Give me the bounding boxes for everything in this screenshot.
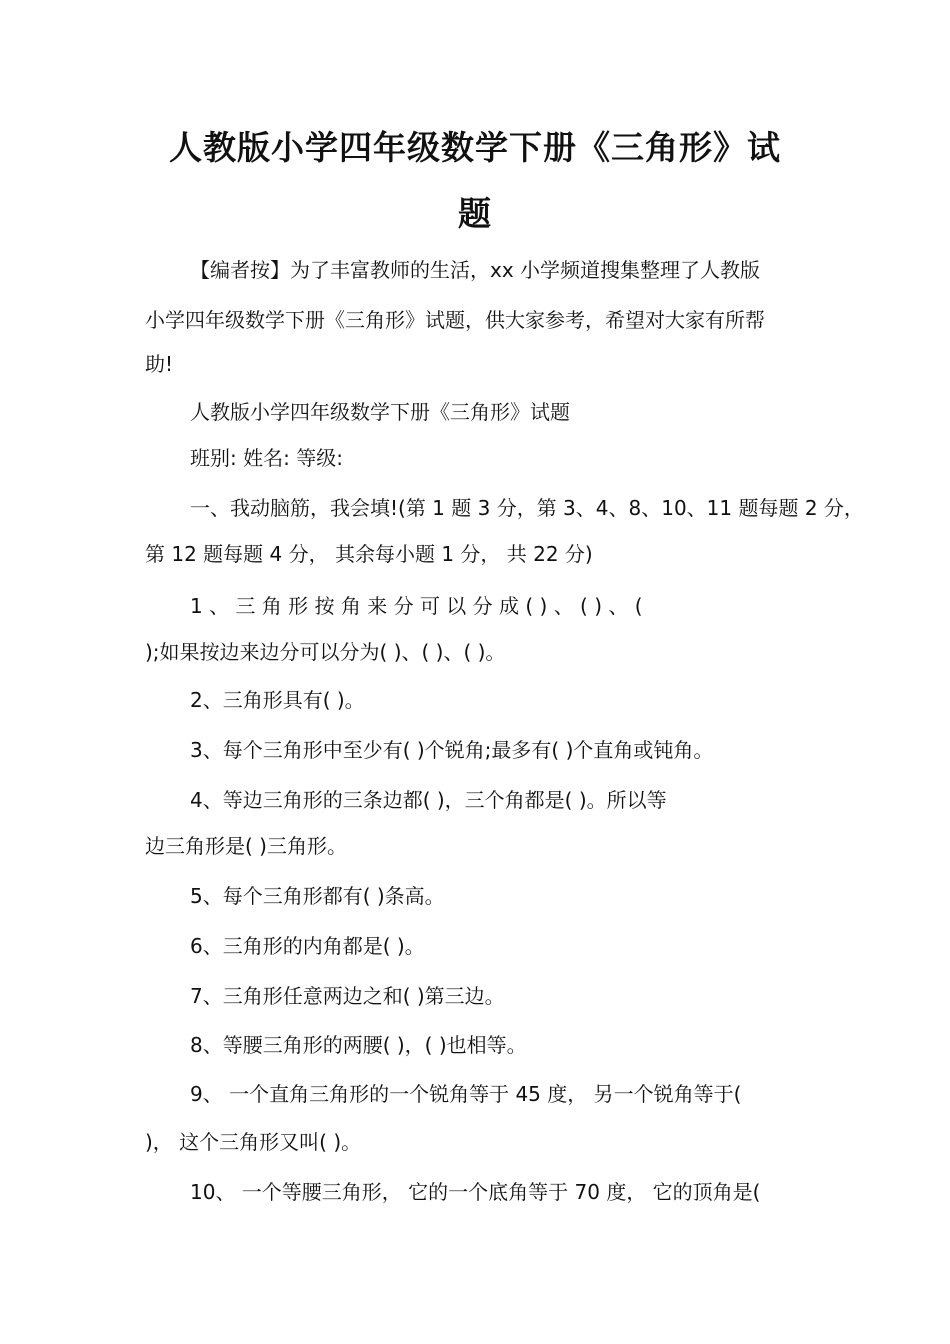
question-1-line-1: 1 、 三 角 形 按 角 来 分 可 以 分 成 ( ) 、 ( ) 、 ( bbox=[190, 594, 643, 618]
question-4-line-2: 边三角形是( )三角形。 bbox=[145, 834, 347, 858]
subtitle: 人教版小学四年级数学下册《三角形》试题 bbox=[190, 400, 570, 424]
section-1-heading-line-2: 第 12 题每题 4 分， 其余每小题 1 分， 共 22 分) bbox=[145, 542, 593, 566]
question-1-line-2: );如果按边来边分可以分为( )、( )、( )。 bbox=[145, 640, 506, 664]
question-7: 7、三角形任意两边之和( )第三边。 bbox=[190, 984, 505, 1008]
document-title-line-2: 题 bbox=[458, 194, 492, 233]
question-3: 3、每个三角形中至少有( )个锐角;最多有( )个直角或钝角。 bbox=[190, 738, 714, 762]
question-5: 5、每个三角形都有( )条高。 bbox=[190, 884, 445, 908]
question-6: 6、三角形的内角都是( )。 bbox=[190, 934, 425, 958]
document-title-line-1: 人教版小学四年级数学下册《三角形》试 bbox=[169, 128, 781, 167]
question-9-line-2: )， 这个三角形又叫( )。 bbox=[145, 1130, 362, 1154]
intro-line-3: 助! bbox=[145, 352, 174, 376]
question-2: 2、三角形具有( )。 bbox=[190, 688, 365, 712]
question-9-line-1: 9、 一个直角三角形的一个锐角等于 45 度， 另一个锐角等于( bbox=[190, 1082, 742, 1106]
intro-line-1: 【编者按】为了丰富教师的生活，xx 小学频道搜集整理了人教版 bbox=[190, 258, 761, 282]
question-8: 8、等腰三角形的两腰( )，( )也相等。 bbox=[190, 1033, 527, 1057]
section-1-heading-line-1: 一、我动脑筋，我会填!(第 1 题 3 分，第 3、4、8、10、11 题每题 2 分， bbox=[190, 496, 864, 520]
student-info-line: 班别: 姓名: 等级: bbox=[190, 446, 343, 470]
question-10-line-1: 10、 一个等腰三角形， 它的一个底角等于 70 度， 它的顶角是( bbox=[190, 1180, 761, 1204]
question-4-line-1: 4、等边三角形的三条边都( )，三个角都是( )。所以等 bbox=[190, 788, 667, 812]
intro-line-2: 小学四年级数学下册《三角形》试题，供大家参考，希望对大家有所帮 bbox=[145, 308, 765, 332]
